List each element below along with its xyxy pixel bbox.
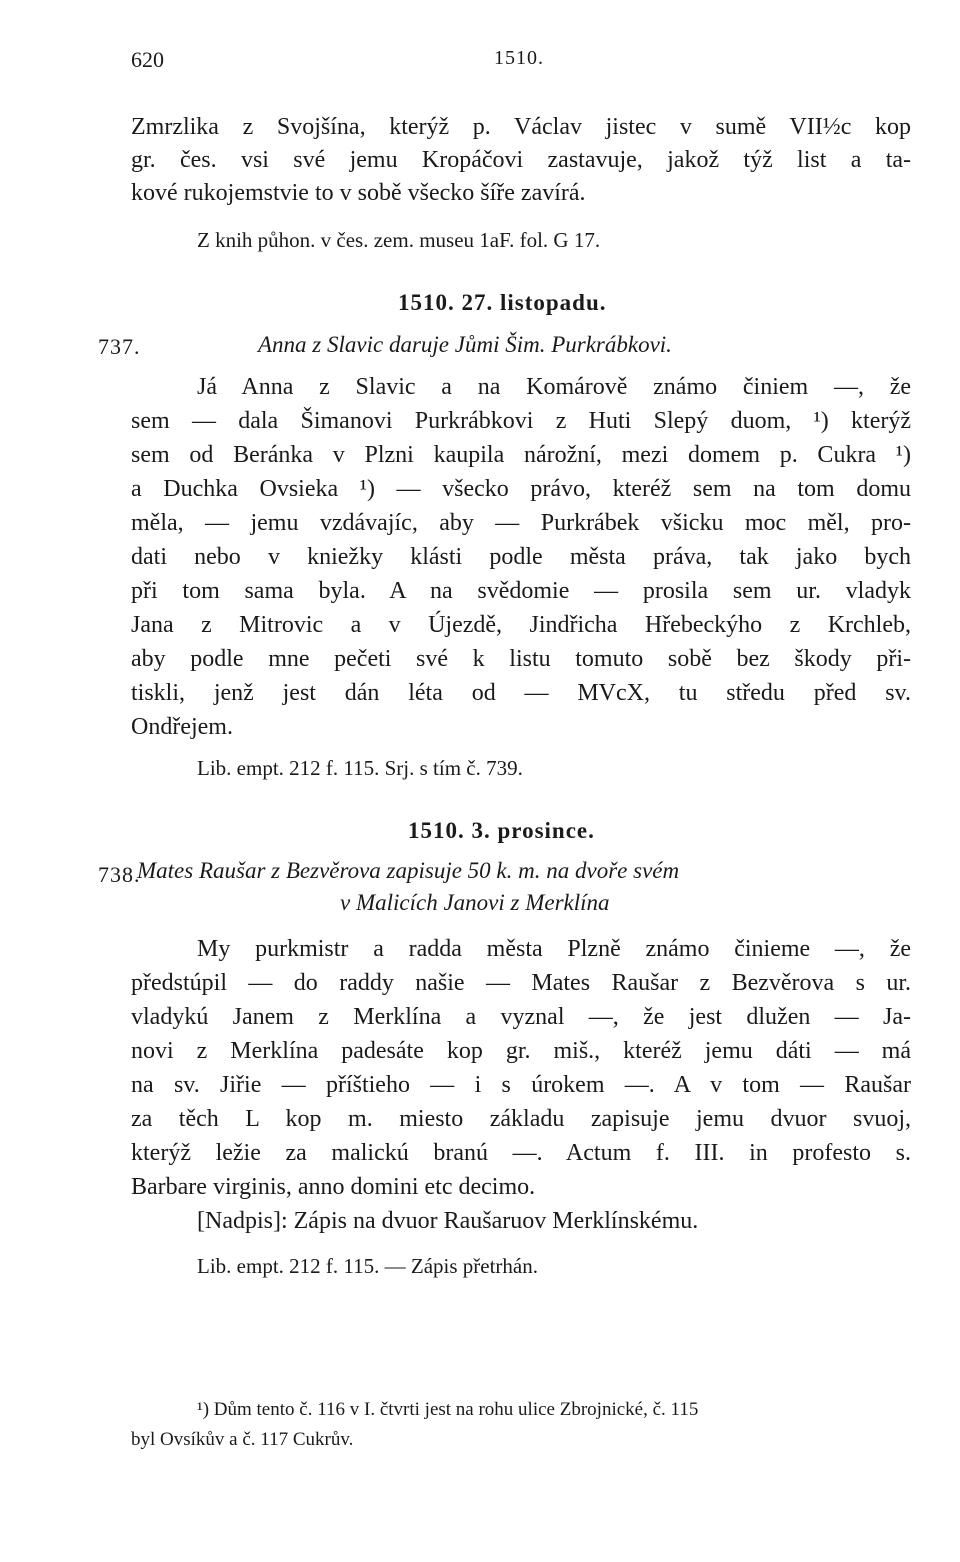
text-line: sem — dala Šimanovi Purkrábkovi z Huti Slepý duom, ¹) kterýž [131,408,911,434]
text-line: Já Anna z Slavic a na Komárově známo činiem —, že [197,374,911,400]
text-line: novi z Merklína padesáte kop gr. miš., kteréž jemu dáti — má [131,1038,911,1064]
source-note: Lib. empt. 212 f. 115. — Zápis přetrhán. [197,1254,538,1278]
text-line: My purkmistr a radda města Plzně známo činieme —, že [197,936,911,962]
text-line: předstúpil — do raddy našie — Mates Raušar z Bezvěrova s ur. [131,970,911,996]
footnote-line: ¹) Dům tento č. 116 v I. čtvrti jest na rohu ulice Zbrojnické, č. 115 [197,1399,699,1420]
text-line: Zmrzlika z Svojšína, kterýž p. Václav jistec v sumě VII½c kop [131,114,911,140]
source-note: Lib. empt. 212 f. 115. Srj. s tím č. 739. [197,756,523,780]
heading-note: [Nadpis]: Zápis na dvuor Raušaruov Merklínskému. [197,1208,699,1234]
page-number: 620 [131,47,164,72]
text-line: Jana z Mitrovic a v Újezdě, Jindřicha Hřebeckýho z Krchleb, [131,612,911,638]
text-line: za těch L kop m. miesto základu zapisuje jemu dvuor svuoj, [131,1106,911,1132]
text-line: při tom sama byla. A na svědomie — prosila sem ur. vladyk [131,578,911,604]
text-line: aby podle mne pečeti své k listu tomuto sobě bez škody při- [131,646,911,672]
entry-number: 738. [98,862,141,887]
entry-number: 737. [98,334,141,359]
text-line: vladykú Janem z Merklína a vyznal —, že jest dlužen — Ja- [131,1004,911,1030]
entry-title: v Malicích Janovi z Merklína [340,890,610,915]
text-line: Ondřejem. [131,714,233,740]
source-note: Z knih půhon. v čes. zem. museu 1aF. fol. G 17. [197,228,601,252]
text-line: tiskli, jenž jest dán léta od — MVcX, tu středu před sv. [131,680,911,706]
text-line: kterýž ležie za malickú branú —. Actum f. III. in profesto s. [131,1140,911,1166]
text-line: měla, — jemu vzdávajíc, aby — Purkrábek všicku moc měl, pro- [131,510,911,536]
text-line: na sv. Jiřie — příštieho — i s úrokem —. A v tom — Raušar [131,1072,911,1098]
text-line: gr. čes. vsi své jemu Kropáčovi zastavuje, jakož týž list a ta- [131,147,911,173]
text-line: a Duchka Ovsieka ¹) — všecko právo, kteréž sem na tom domu [131,476,911,502]
entry-title: Anna z Slavic daruje Jůmi Šim. Purkrábkovi. [258,332,672,357]
entry-title: Mates Raušar z Bezvěrova zapisuje 50 k. m. na dvoře svém [137,858,680,883]
text-line: Barbare virginis, anno domini etc decimo. [131,1174,536,1200]
footnote-line: byl Ovsíkův a č. 117 Cukrův. [131,1429,354,1450]
entry-date: 1510. 27. listopadu. [398,290,607,315]
text-line: dati nebo v kniežky klásti podle města práva, tak jako bych [131,544,911,570]
running-head: 1510. [494,47,544,69]
text-line: sem od Beránka v Plzni kaupila nárožní, mezi domem p. Cukra ¹) [131,442,911,468]
text-line: kové rukojemstvie to v sobě všecko šíře zavírá. [131,180,586,206]
entry-date: 1510. 3. prosince. [408,818,595,843]
